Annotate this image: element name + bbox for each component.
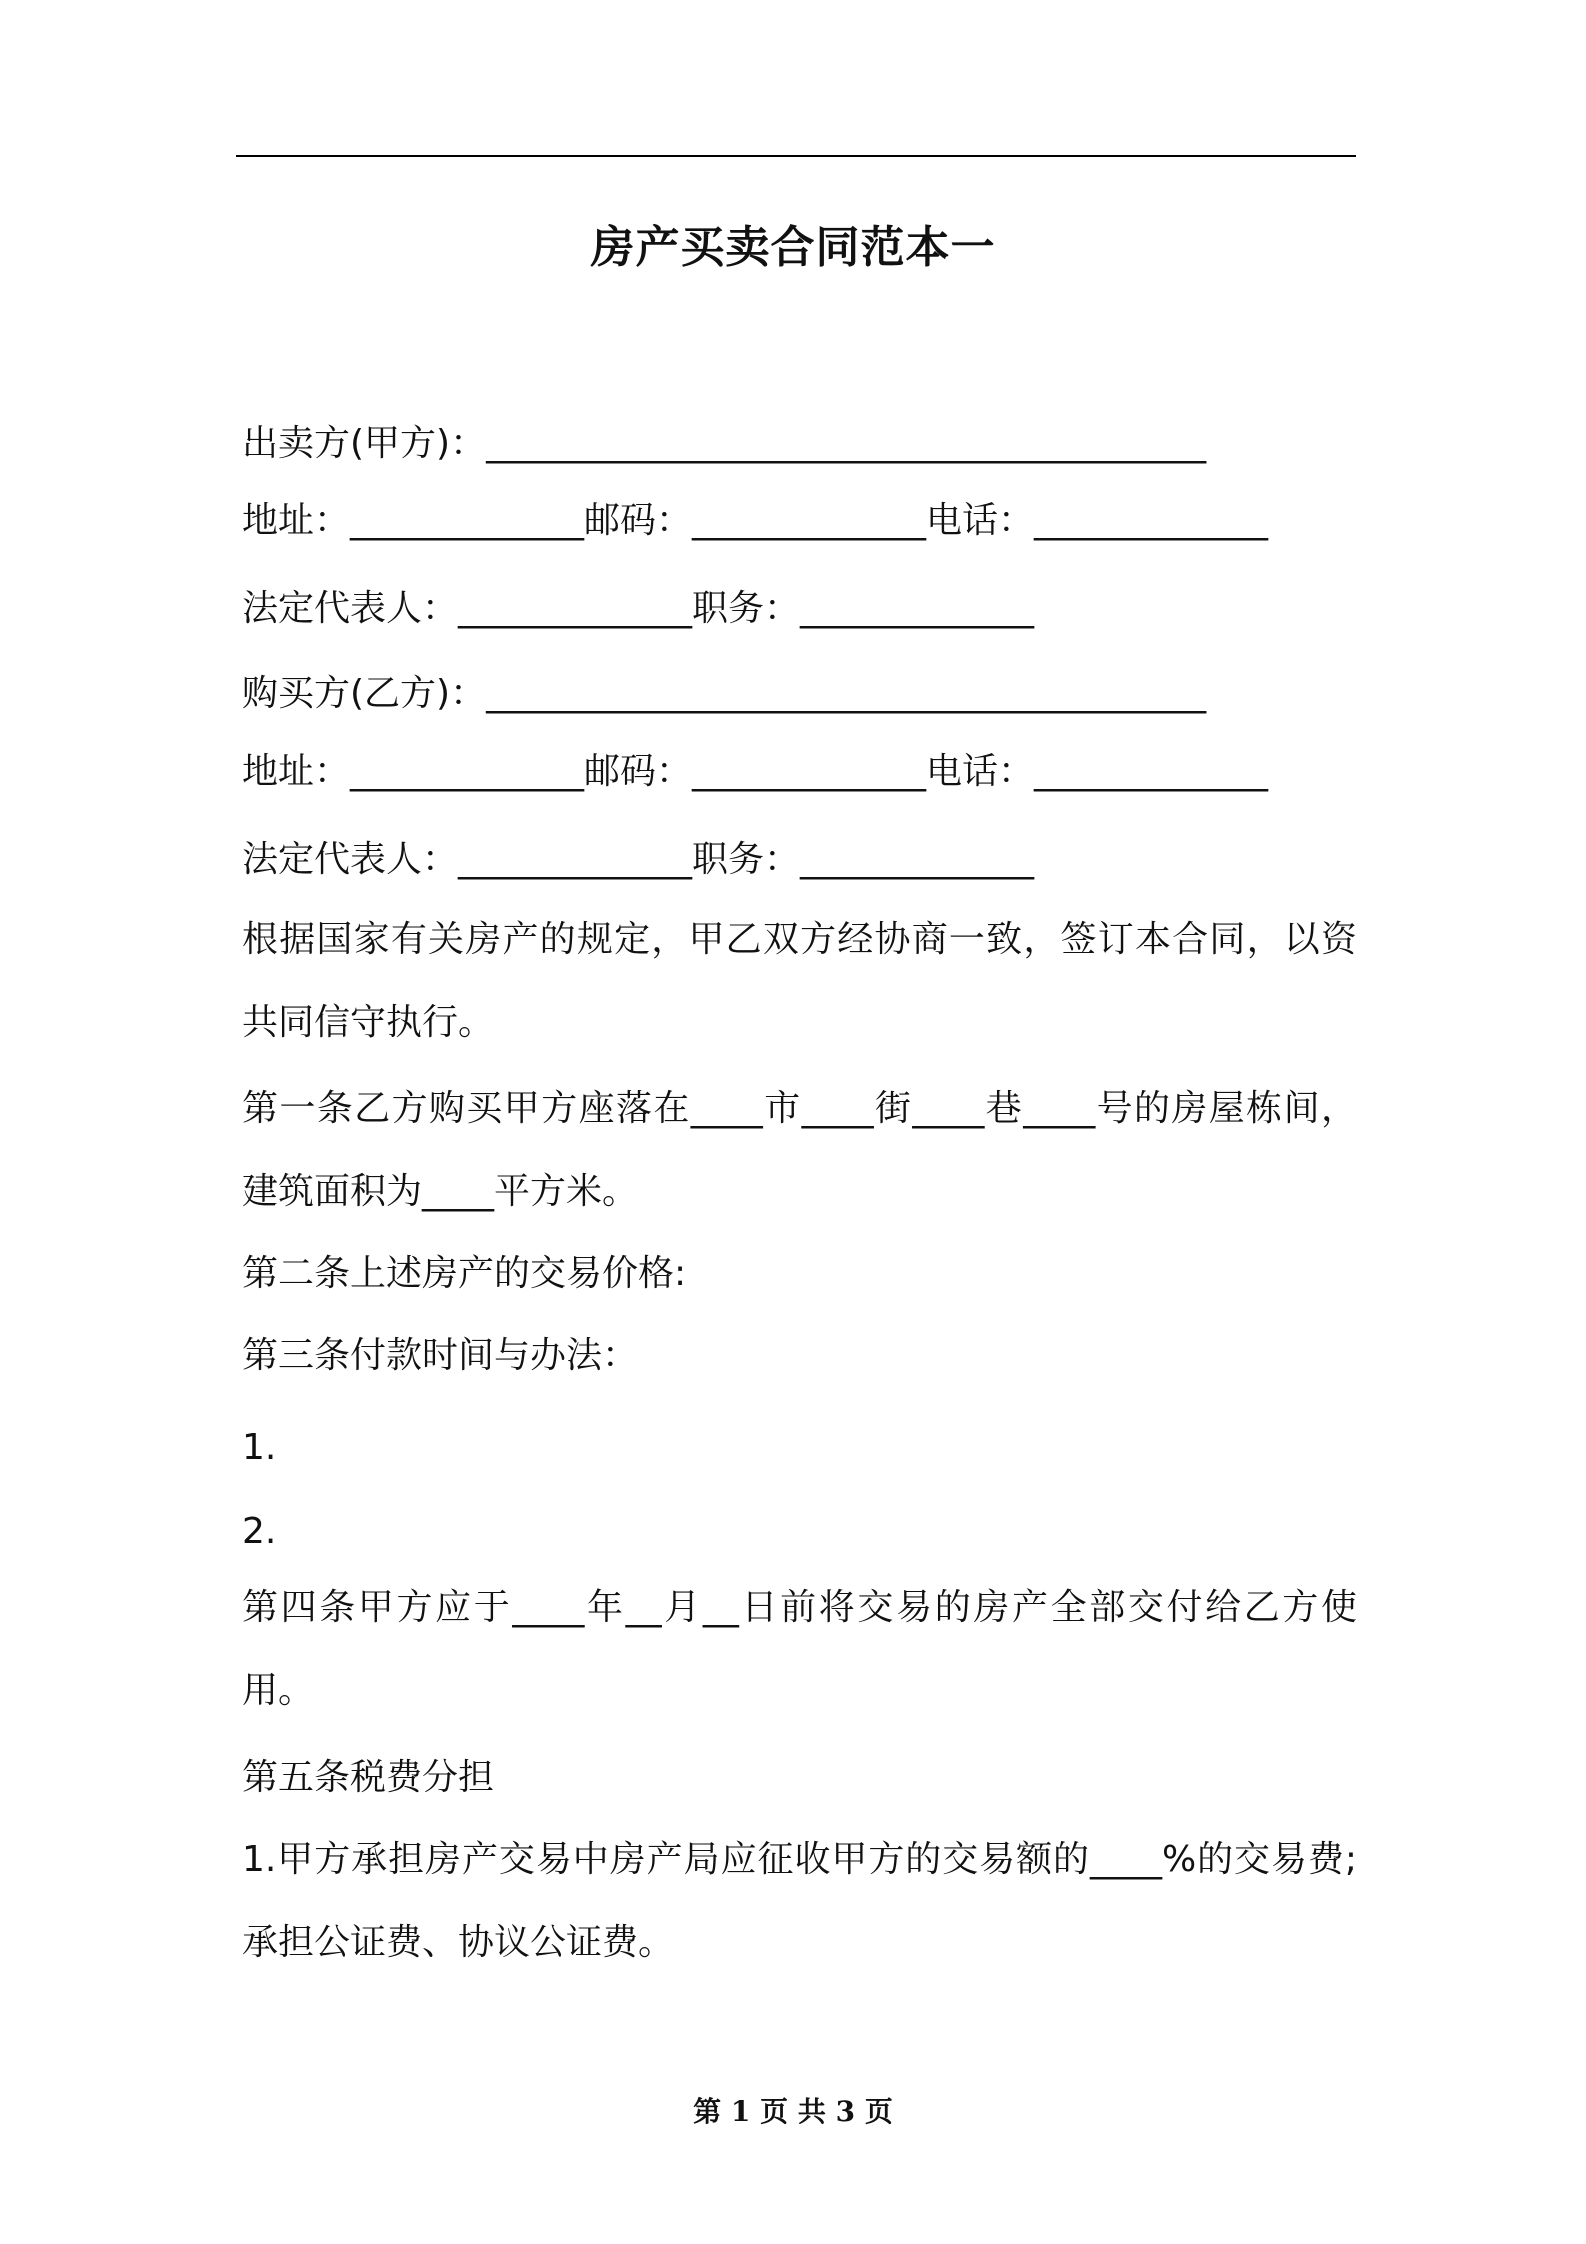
buyer-line: 购买方(乙方)：________________________________________ (242, 673, 1207, 714)
article-1-paragraph: 第一条乙方购买甲方座落在____市____街____巷____号的房屋栋间，建筑面积为____平方米。 (242, 1088, 1357, 1212)
article-5-item-1: 1.甲方承担房产交易中房产局应征收甲方的交易额的____%的交易费;承担公证费、协议公证费。 (242, 1839, 1357, 1963)
list-item: 1. (242, 1427, 277, 1468)
seller-address-line: 地址：_____________邮码：_____________电话：_____________ (242, 500, 1269, 541)
article-2-paragraph: 第二条上述房产的交易价格: (242, 1253, 687, 1294)
article-4-paragraph: 第四条甲方应于____年__月__日前将交易的房产全部交付给乙方使用。 (242, 1587, 1357, 1711)
article-3-paragraph: 第三条付款时间与办法： (242, 1335, 639, 1376)
article-5-heading: 第五条税费分担 (242, 1757, 495, 1798)
seller-line: 出卖方(甲方)：________________________________________ (242, 423, 1207, 464)
seller-representative-line: 法定代表人：_____________职务：_____________ (242, 588, 1035, 629)
document-title: 房产买卖合同范本一 (590, 222, 996, 273)
buyer-representative-line: 法定代表人：_____________职务：_____________ (242, 839, 1035, 880)
preamble-paragraph: 根据国家有关房产的规定，甲乙双方经协商一致，签订本合同，以资共同信守执行。 (242, 919, 1357, 1043)
header-rule (236, 155, 1356, 157)
list-item: 2. (242, 1511, 277, 1552)
page-number-footer: 第 1 页 共 3 页 (693, 2095, 893, 2128)
buyer-address-line: 地址：_____________邮码：_____________电话：_____________ (242, 751, 1269, 792)
